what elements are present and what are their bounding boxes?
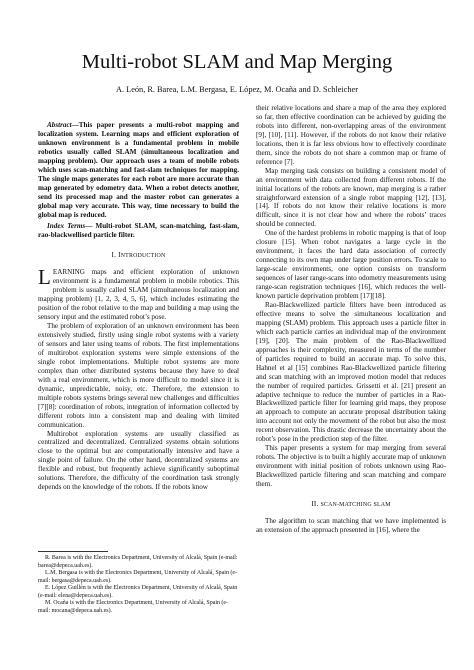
left-column xyxy=(38,121,239,492)
paper-title: Multi-robot SLAM and Map Merging xyxy=(81,51,393,73)
index-terms xyxy=(38,222,239,240)
footnote-rule xyxy=(38,551,108,552)
footnote: M. Ocaña is with the Electronics Department, University of Alcalá, Spain (e-mail: mocana@depeca.uah.es). xyxy=(38,600,229,614)
section-number: I. I xyxy=(111,251,121,260)
author-list: A. León, R. Barea, L.M. Bergasa, E. López, M. Ocaña and D. Schleicher xyxy=(116,85,358,94)
abstract xyxy=(38,121,239,219)
footnote: E. López Guillén is with the Electronics Department, University of Alcalá, Spain (e-mail: elena@depeca.uah.es). xyxy=(38,585,238,599)
index-terms-text: — Multi-robot SLAM, scan-matching, fast-slam, rao-blackwellised particle filter. xyxy=(38,222,239,240)
body-paragraph: The algorithm to scan matching that we have implemented is an extension of the approach presented in [16], where the xyxy=(256,516,446,534)
footnote: L.M. Bergasa is with the Electronics Department, University of Alcalá, Spain (e-mail: bergasa@depeca.uah.es). xyxy=(38,570,237,584)
intro-paragraph-3: Multirobot exploration systems are usually classified as centralized and decentralized. Centralized systems obtain solutions close to the optimal but are computationally intensive and have a single point of failure. On the other hand, decentralized systems are flexible and robust, but frequently achieve significantly suboptimal solutions. Therefore, the difficulty of the coordination task strongly depends on the knowledge of the robots. If the robots know xyxy=(38,429,239,492)
footnote: R. Barea is with the Electronics Department, University of Alcalá, Spain (e-mail: barea@depeca.uah.es). xyxy=(38,555,238,569)
intro-paragraph-1-text: EARNING maps and efficient exploration of unknown environment is a fundamental problem in mobile robotics. This problem is usually called SLAM (simultaneous localization and mapping problem) [1, 2, 3, 4, 5, 6], which includes estimating the position of the robot relative to the map and building a map using the sensory input and the estimated robot’s pose. xyxy=(38,268,239,322)
intro-paragraph-2: The problem of exploration of an unknown environment has been extensively studied, firstly using single robot systems with a variety of sensors and later using teams of robots. The first implementations of multirobot exploration systems were simple extensions of the single robot implementations. Multiple robot systems are more complex than other distributed systems because they have to deal with a real environment, which is more difficult to model since it is dynamic, unpredictable, noisy, etc. Therefore, the extension to multiple robots systems brings several new challenges and difficulties [7][8]: coordination of robots, integration of information collected by different robots into a consistent map and dealing with limited communication. xyxy=(38,322,239,429)
section-title: SCAN-MATCHING SLAM xyxy=(320,501,391,508)
abstract-lead: Abstract xyxy=(47,121,72,129)
body-paragraph: This paper presents a system for map merging from several robots. The objective is to built a highly accurate map of unknown environment with initial position of robots unknown using Rao-Blackwellized particle filtering and scan matching and compare them. xyxy=(256,444,446,489)
footnotes xyxy=(38,555,239,615)
section-heading-scan-matching xyxy=(256,500,446,510)
right-column xyxy=(256,104,446,535)
body-paragraph: their relative locations and share a map of the area they explored so far, then effective coordination can be achieved by guiding the robots into different, non-overlapping areas of the environment [9], [10], [11]. However, if the robots do not know their relative locations, then it is far less obvious how to effectively coordinate them, since the robots do not share a common map or frame of reference [7]. xyxy=(256,104,446,166)
section-title: NTRODUCTION xyxy=(120,253,166,260)
abstract-text: —This paper presents a multi-robot mapping and localization system. Learning maps and efficient exploration of unknown environment is a fundamental problem in mobile robotics usually called SLAM (simultaneous localization and mapping problem). Our approach uses a team of mobile robots which uses scan-matching and fast-slam techniques for mapping. The single maps generates for each robot are more accurate than map generated by odometry data. When a robot detects another, send its processed map and the master robot can generates a global map very accurate. This way, time necessary to build the global map is reduced. xyxy=(38,121,239,219)
intro-paragraph-1 xyxy=(38,265,239,322)
body-paragraph: Rao-Blackwellized particle filters have been introduced as effective means to solve the simultaneous localization and mapping (SLAM) problem. This approach uses a particle filter in which each particle carries an individual map of the environment [19], [20]. The main problem of the Rao-Blackwellized approaches is their complexity, measured in terms of the number of particles required to build an accurate map. To solve this, Hahnel et al [15] combines Rao-Blackwellized particle filtering and scan matching with an improved motion model that reduces the number of required particles. Grissetti et al. [21] present an adaptive technique to reduce the number of particles in a Rao-Blackwellized particle filter for learning grid maps, they propose an approach to compute an accurate proposal distribution taking into account not only the movement of the robot but also the most recent observation. This drastic decrease the uncertainty about the robot’s pose in the prediction step of the filter. xyxy=(256,300,446,444)
drop-cap: L xyxy=(38,265,51,290)
body-paragraph: Map merging task consists on building a consistent model of an environment with data collected from different robots. If the initial locations of the robots are known, map merging is a rather straightforward extension of a single robot mapping [12], [13], [14]. If robots do not know their relative locations is more difficult, since it is not clear how and where the robots’ traces should be connected. xyxy=(256,166,446,229)
section-heading-introduction xyxy=(38,251,239,261)
section-number: II. xyxy=(311,499,321,508)
body-paragraph: One of the hardest problems in robotic mapping is that of loop closure [15]. When robot navigates a large cycle in the environment, it faces the hard data association of correctly connecting to its own map under large position errors. To scale to large-scale environments, one option consists on transform sequences of laser range-scans into odometry measurements using range-scan registration techniques [16], which reduces the well-known particle deprivation problem [17][18]. xyxy=(256,229,446,301)
index-terms-lead: Index Terms xyxy=(47,222,86,231)
